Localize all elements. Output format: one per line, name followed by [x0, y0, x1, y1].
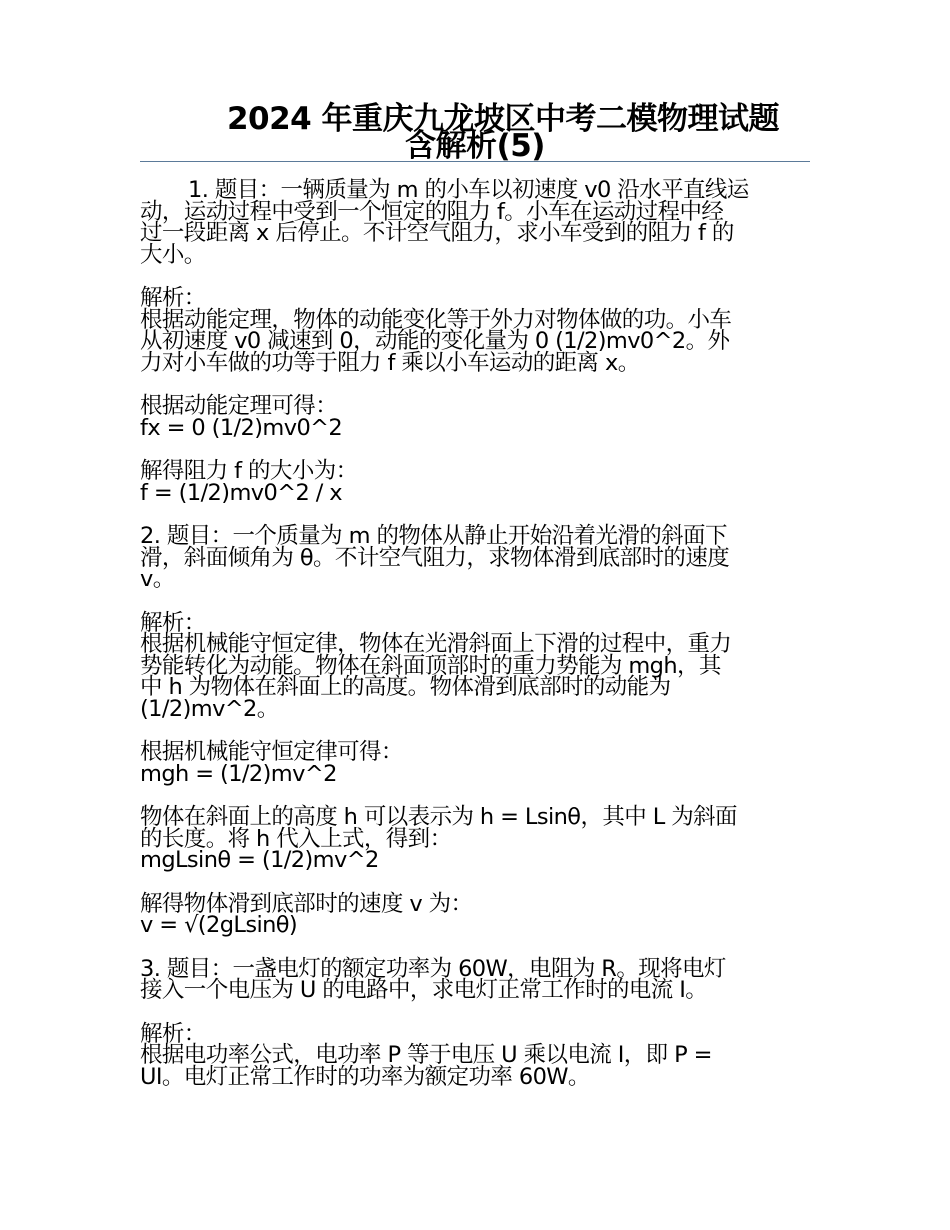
text-line: 根据动能定理可得： — [140, 393, 338, 419]
paragraph — [140, 1020, 810, 1090]
paragraph — [140, 804, 810, 873]
text-line: 解得物体滑到底部时的速度 v 为： — [140, 890, 473, 917]
text-line: 中 h 为物体在斜面上的高度。物体滑到底部时的动能为 — [140, 674, 671, 700]
text-line: mgLsinθ = (1/2)mv^2 — [140, 847, 379, 873]
text-line: 1. 题目：一辆质量为 m 的小车以初速度 v0 沿水平直线运 — [188, 177, 749, 203]
text-line: 根据动能定理，物体的动能变化等于外力对物体做的功。小车 — [140, 306, 732, 333]
text-line: 解得阻力 f 的大小为： — [140, 458, 358, 484]
paragraph — [140, 955, 810, 1003]
text-line: 接入一个电压为 U 的电路中，求电灯正常工作时的电流 I。 — [140, 977, 708, 1003]
text-line: 滑，斜面倾角为 θ。不计空气阻力，求物体滑到底部时的速度 — [140, 544, 730, 571]
text-line: 解析： — [140, 1020, 206, 1047]
text-line: 根据机械能守恒定律可得： — [140, 739, 403, 765]
title-line-1: 2024 年重庆九龙坡区中考二模物理试题 — [226, 101, 780, 137]
text-line: 大小。 — [140, 241, 206, 268]
text-line: v = √(2gLsinθ) — [140, 912, 298, 938]
paragraph — [140, 739, 810, 787]
text-line: 过一段距离 x 后停止。不计空气阻力，求小车受到的阻力 f 的 — [140, 220, 734, 246]
paragraph — [140, 890, 810, 938]
paragraph — [140, 523, 810, 592]
text-line: f = (1/2)mv0^2 / x — [140, 479, 342, 506]
title-divider — [140, 161, 810, 162]
text-line: 根据电功率公式，电功率 P 等于电压 U 乘以电流 I，即 P = — [140, 1042, 712, 1068]
text-line: fx = 0 (1/2)mv0^2 — [140, 414, 343, 441]
paragraph — [140, 609, 810, 722]
paragraph — [140, 458, 810, 506]
text-line: 势能转化为动能。物体在斜面顶部时的重力势能为 mgh，其 — [140, 652, 721, 679]
text-line: mgh = (1/2)mv^2 — [140, 760, 337, 787]
text-line: 2. 题目：一个质量为 m 的物体从静止开始沿着光滑的斜面下 — [140, 523, 727, 549]
title-line-2: 含解析(5) — [405, 128, 545, 164]
text-line: 物体在斜面上的高度 h 可以表示为 h = Lsinθ，其中 L 为斜面 — [140, 804, 737, 830]
text-line: 从初速度 v0 减速到 0，动能的变化量为 0 (1/2)mv0^2。外 — [140, 328, 730, 354]
text-line: 的长度。将 h 代入上式，得到： — [140, 825, 452, 852]
text-line: UI。电灯正常工作时的功率为额定功率 60W。 — [140, 1063, 590, 1090]
text-line: 动，运动过程中受到一个恒定的阻力 f。小车在运动过程中经 — [140, 198, 724, 225]
text-line: 力对小车做的功等于阻力 f 乘以小车运动的距离 x。 — [140, 349, 640, 376]
text-line: 解析： — [140, 609, 206, 636]
text-line: 根据机械能守恒定律，物体在光滑斜面上下滑的过程中，重力 — [140, 631, 732, 657]
text-line: 3. 题目：一盏电灯的额定功率为 60W，电阻为 R。现将电灯 — [140, 955, 726, 982]
text-line: v。 — [140, 566, 175, 592]
document-body — [140, 177, 810, 1090]
paragraph — [140, 393, 810, 441]
paragraph — [140, 177, 810, 268]
text-line: (1/2)mv^2。 — [140, 695, 279, 722]
document-title — [140, 101, 810, 164]
paragraph — [140, 285, 810, 376]
text-line: 解析： — [140, 285, 206, 311]
